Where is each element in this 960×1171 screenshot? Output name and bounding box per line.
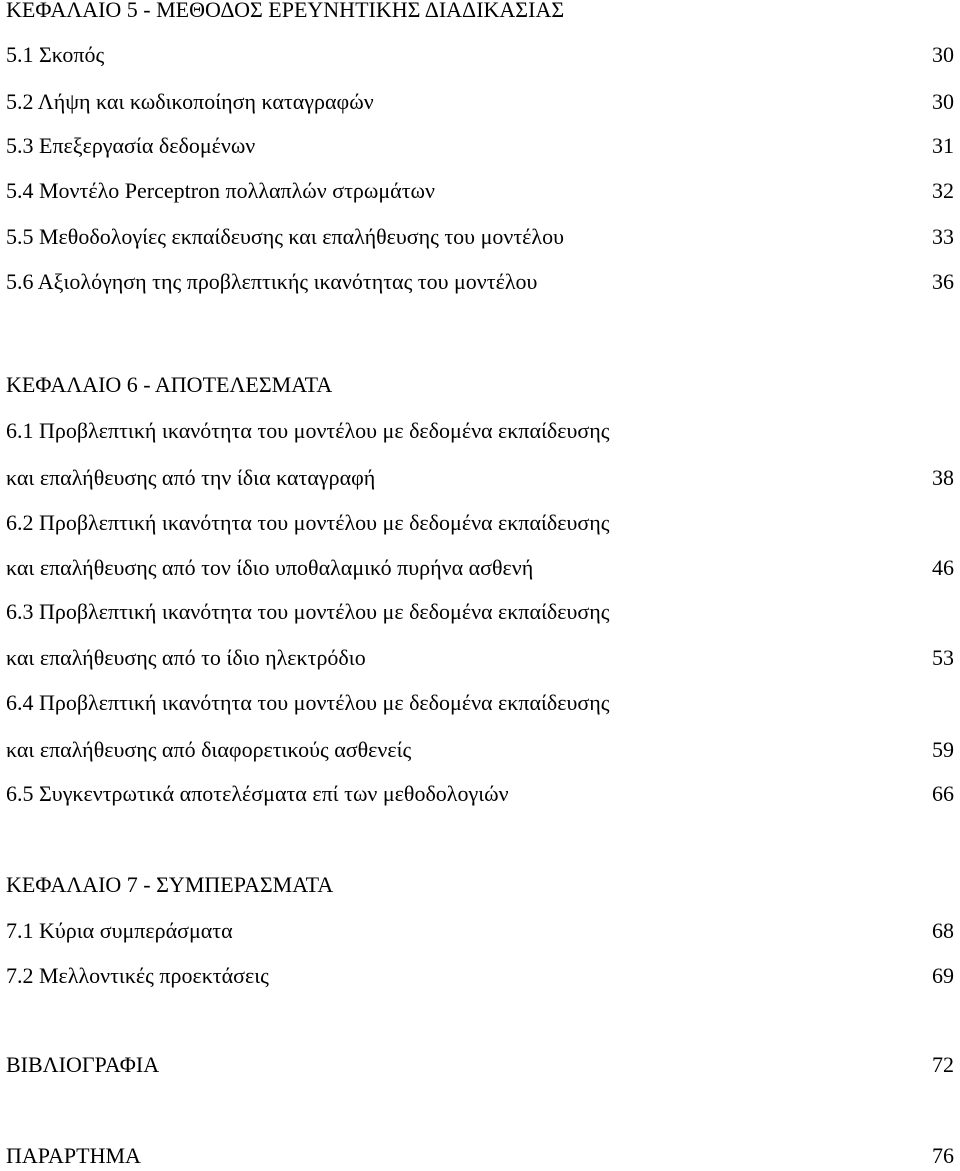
- toc-entry-6-3-line1: [6, 597, 954, 627]
- toc-entry-7-2: [6, 961, 954, 991]
- toc-entry-title: 6.4 Προβλεπτική ικανότητα του μοντέλου με δεδομένα εκπαίδευσης: [6, 690, 610, 715]
- toc-entry-title-continued: και επαλήθευσης από διαφορετικούς ασθενείς: [6, 737, 412, 762]
- toc-entry-title-continued: και επαλήθευσης από το ίδιο ηλεκτρόδιο: [6, 645, 366, 670]
- toc-entry-title: 5.4 Μοντέλο Perceptron πολλαπλών στρωμάτων: [6, 178, 435, 203]
- toc-entry-page: 66: [932, 781, 954, 806]
- toc-entry-page: 53: [932, 645, 954, 670]
- toc-entry-6-2-line2: [6, 553, 954, 583]
- toc-entry-title: 5.6 Αξιολόγηση της προβλεπτικής ικανότητας του μοντέλου: [6, 269, 538, 294]
- toc-entry-5-4: [6, 176, 954, 206]
- toc-entry-6-5: [6, 779, 954, 809]
- toc-entry-title: 6.1 Προβλεπτική ικανότητα του μοντέλου με δεδομένα εκπαίδευσης: [6, 418, 610, 443]
- toc-entry-5-6: [6, 267, 954, 297]
- toc-entry-page: 46: [932, 555, 954, 580]
- chapter-7-heading: [6, 870, 954, 900]
- toc-entry-title: ΠΑΡΑΡΤΗΜΑ: [6, 1143, 141, 1168]
- toc-entry-title: 6.2 Προβλεπτική ικανότητα του μοντέλου με δεδομένα εκπαίδευσης: [6, 510, 610, 535]
- toc-entry-5-3: [6, 131, 954, 161]
- toc-entry-5-1: [6, 40, 954, 70]
- toc-entry-page: 36: [932, 269, 954, 294]
- toc-entry-title: 5.5 Μεθοδολογίες εκπαίδευσης και επαλήθευσης του μοντέλου: [6, 224, 564, 249]
- toc-entry-6-2-line1: [6, 508, 954, 538]
- toc-entry-page: 30: [932, 42, 954, 67]
- toc-entry-page: 68: [932, 918, 954, 943]
- toc-entry-page: 72: [932, 1052, 954, 1077]
- chapter-6-heading-text: ΚΕΦΑΛΑΙΟ 6 - ΑΠΟΤΕΛΕΣΜΑΤΑ: [6, 372, 333, 397]
- toc-entry-6-1-line2: [6, 463, 954, 493]
- toc-entry-title: 6.5 Συγκεντρωτικά αποτελέσματα επί των μεθοδολογιών: [6, 781, 509, 806]
- toc-entry-6-4-line2: [6, 735, 954, 765]
- toc-entry-title: 5.3 Επεξεργασία δεδομένων: [6, 133, 256, 158]
- toc-entry-7-1: [6, 916, 954, 946]
- toc-entry-page: 30: [932, 89, 954, 114]
- toc-entry-page: 69: [932, 963, 954, 988]
- toc-entry-title: ΒΙΒΛΙΟΓΡΑΦΙΑ: [6, 1052, 160, 1077]
- toc-entry-bibliography: [6, 1050, 954, 1080]
- chapter-5-heading: [6, 0, 954, 25]
- toc-entry-title: 7.1 Κύρια συμπεράσματα: [6, 918, 233, 943]
- toc-entry-title-continued: και επαλήθευσης από τον ίδιο υποθαλαμικό πυρήνα ασθενή: [6, 555, 534, 580]
- toc-entry-title: 6.3 Προβλεπτική ικανότητα του μοντέλου με δεδομένα εκπαίδευσης: [6, 599, 610, 624]
- chapter-6-heading: [6, 370, 954, 400]
- toc-entry-page: 38: [932, 465, 954, 490]
- toc-entry-6-3-line2: [6, 643, 954, 673]
- toc-entry-title: 5.1 Σκοπός: [6, 42, 105, 67]
- toc-entry-page: 32: [932, 178, 954, 203]
- toc-entry-title: 5.2 Λήψη και κωδικοποίηση καταγραφών: [6, 89, 374, 114]
- toc-entry-title: 7.2 Μελλοντικές προεκτάσεις: [6, 963, 269, 988]
- toc-entry-page: 33: [932, 224, 954, 249]
- toc-entry-5-2: [6, 87, 954, 117]
- toc-entry-page: 59: [932, 737, 954, 762]
- toc-entry-page: 76: [932, 1143, 954, 1168]
- chapter-7-heading-text: ΚΕΦΑΛΑΙΟ 7 - ΣΥΜΠΕΡΑΣΜΑΤΑ: [6, 872, 334, 897]
- toc-entry-page: 31: [932, 133, 954, 158]
- toc-entry-5-5: [6, 222, 954, 252]
- toc-entry-6-4-line1: [6, 688, 954, 718]
- toc-entry-6-1-line1: [6, 416, 954, 446]
- chapter-5-heading-text: ΚΕΦΑΛΑΙΟ 5 - ΜΕΘΟΔΟΣ ΕΡΕΥΝΗΤΙΚΗΣ ΔΙΑΔΙΚΑΣΙΑΣ: [6, 0, 565, 22]
- toc-entry-appendix: [6, 1141, 954, 1171]
- toc-entry-title-continued: και επαλήθευσης από την ίδια καταγραφή: [6, 465, 376, 490]
